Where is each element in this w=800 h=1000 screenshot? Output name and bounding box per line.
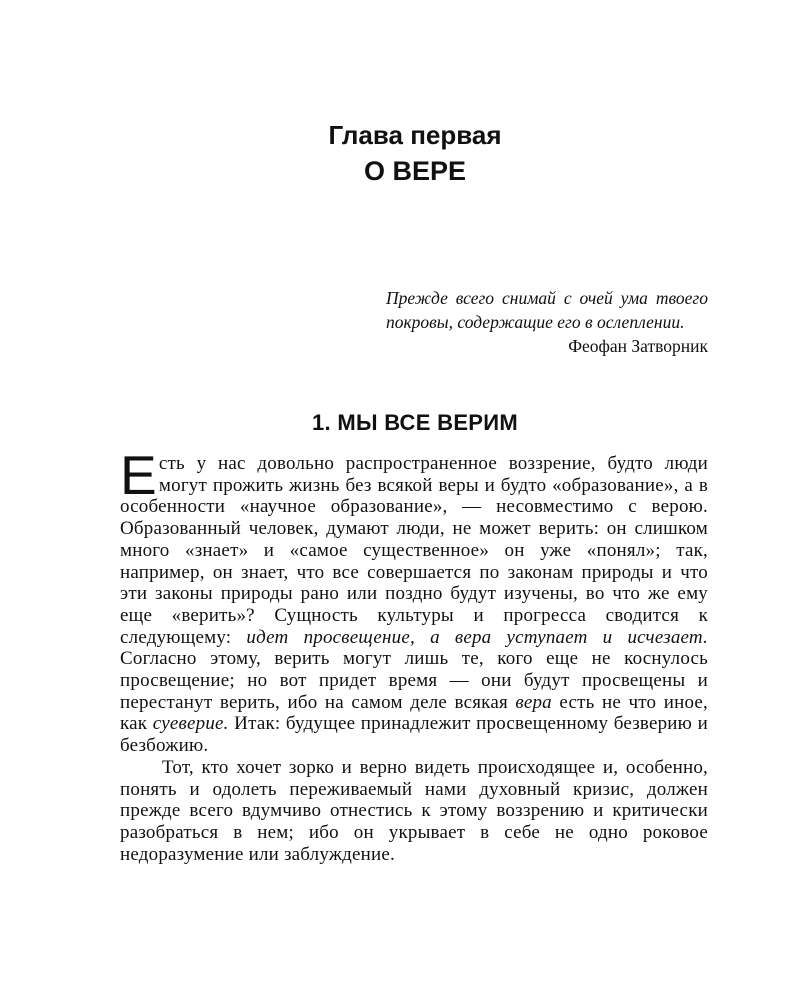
paragraph-2: Тот, кто хочет зорко и верно видеть происходящее и, особенно, понять и одолеть переживаемый нами духовный кризис, должен прежде всего вдумчиво отнестись к этому воззрению и критически разобраться в нем; ибо он укрывает в себе не одно роковое недоразумение или заблуждение. (120, 756, 708, 865)
paragraph-1-part-1: сть у нас довольно распространенное воззрение, будто люди могут прожить жизнь без всякой веры и будто «образование», а в особенности «научное образование», — несовместимо с верою. Образованный человек, думают люди, не может верить: он слишком много «знает» и «самое существенное» он уже «понял»; так, например, он знает, что все совершается по законам природы и что эти законы природы рано или поздно будут изучены, во что же ему еще «верить»? Сущность культуры и прогресса сводится к следующему: (120, 453, 708, 648)
epigraph-author: Феофан Затворник (568, 336, 708, 356)
epigraph-text: Прежде всего снимай с очей ума твоего покровы, содержащие его в ослеплении. (386, 288, 708, 332)
body-text (120, 444, 709, 865)
paragraph-1-italic-2: вера (515, 691, 552, 713)
section-title: 1. МЫ ВСЕ ВЕРИМ (311, 410, 519, 435)
chapter-title: О ВЕРЕ (363, 156, 467, 186)
paragraph-1-italic-3: суеверие. (152, 713, 229, 735)
paragraph-1-part-4: Итак: будущее принадлежит просвещенному безверию и безбожию. (120, 713, 708, 757)
paragraph-1 (120, 444, 709, 757)
paragraph-1-part-3: есть не что иное, как (120, 691, 708, 735)
epigraph (386, 286, 708, 358)
chapter-label: Глава первая (328, 120, 502, 150)
paragraph-1-italic-1: идет просвещение, а вера уступает и исчезает. (246, 626, 709, 648)
paragraph-1-part-2: Согласно этому, верить могут лишь те, кого еще не коснулось просвещение; но вот придет время — они будут просвещены и перестанут верить, ибо на самом деле всякая (120, 648, 708, 713)
drop-cap: Е (120, 444, 157, 506)
